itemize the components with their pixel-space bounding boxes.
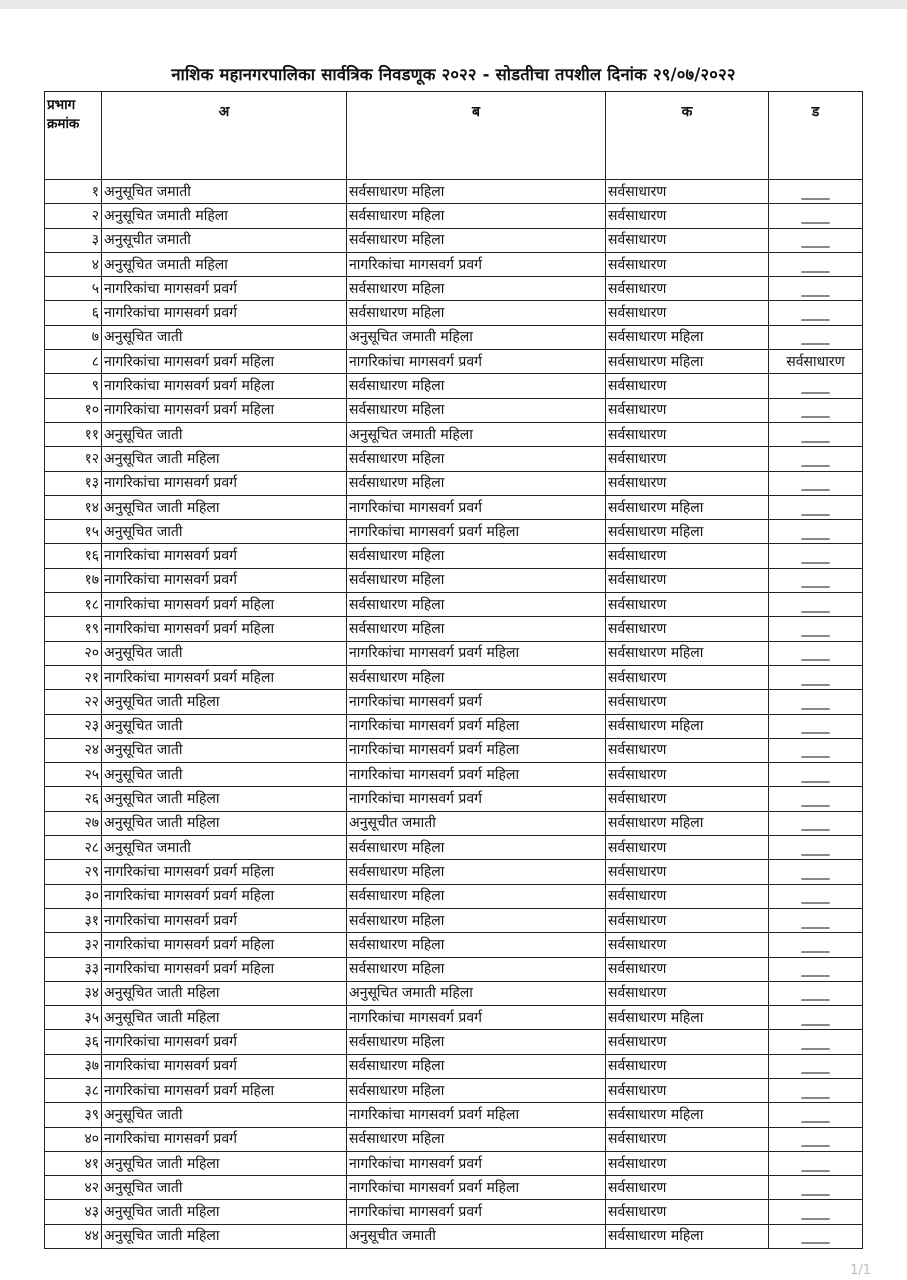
- column-b-cell: सर्वसाधारण महिला: [347, 593, 606, 617]
- ward-number-cell: ४०: [45, 1127, 102, 1151]
- column-a-cell: अनुसूचीत जमाती: [102, 228, 347, 252]
- table-row: [45, 568, 863, 592]
- column-a-cell: अनुसूचित जाती: [102, 641, 347, 665]
- table-row: [45, 981, 863, 1005]
- table-row: [45, 495, 863, 519]
- column-b-cell: अनुसूचित जमाती महिला: [347, 981, 606, 1005]
- column-c-cell: सर्वसाधारण: [606, 981, 769, 1005]
- table-row: [45, 617, 863, 641]
- ward-number-cell: ६: [45, 301, 102, 325]
- column-d-cell: ____: [769, 1054, 863, 1078]
- column-c-cell: सर्वसाधारण: [606, 1151, 769, 1175]
- column-c-cell: सर्वसाधारण: [606, 204, 769, 228]
- column-d-cell: ____: [769, 1127, 863, 1151]
- table-row: [45, 641, 863, 665]
- column-a-cell: नागरिकांचा मागसवर्ग प्रवर्ग महिला: [102, 593, 347, 617]
- column-b-cell: सर्वसाधारण महिला: [347, 665, 606, 689]
- ward-number-cell: ११: [45, 422, 102, 446]
- column-b-cell: नागरिकांचा मागसवर्ग प्रवर्ग: [347, 1006, 606, 1030]
- ward-number-cell: ३५: [45, 1006, 102, 1030]
- column-a-cell: अनुसूचित जाती: [102, 1103, 347, 1127]
- column-c-cell: सर्वसाधारण: [606, 252, 769, 276]
- table-row: [45, 1176, 863, 1200]
- column-a-cell: नागरिकांचा मागसवर्ग प्रवर्ग महिला: [102, 933, 347, 957]
- column-b-cell: सर्वसाधारण महिला: [347, 374, 606, 398]
- table-row: [45, 1103, 863, 1127]
- column-b-cell: सर्वसाधारण महिला: [347, 204, 606, 228]
- column-a-cell: अनुसूचित जाती: [102, 738, 347, 762]
- column-c-cell: सर्वसाधारण: [606, 1054, 769, 1078]
- ward-number-cell: ५: [45, 277, 102, 301]
- column-a-cell: अनुसूचित जाती: [102, 1176, 347, 1200]
- table-body: [45, 180, 863, 1249]
- column-b-cell: नागरिकांचा मागसवर्ग प्रवर्ग महिला: [347, 520, 606, 544]
- ward-number-cell: ८: [45, 350, 102, 374]
- column-d-cell: ____: [769, 228, 863, 252]
- column-b-cell: अनुसूचित जमाती महिला: [347, 422, 606, 446]
- ward-number-cell: ३२: [45, 933, 102, 957]
- column-b-cell: नागरिकांचा मागसवर्ग प्रवर्ग महिला: [347, 1103, 606, 1127]
- column-b-cell: नागरिकांचा मागसवर्ग प्रवर्ग महिला: [347, 1176, 606, 1200]
- column-a-cell: नागरिकांचा मागसवर्ग प्रवर्ग: [102, 908, 347, 932]
- column-d-cell: ____: [769, 252, 863, 276]
- ward-number-cell: ३८: [45, 1078, 102, 1102]
- ward-number-cell: १९: [45, 617, 102, 641]
- table-row: [45, 204, 863, 228]
- table-row: [45, 325, 863, 349]
- ward-header-line1: प्रभाग: [47, 97, 76, 113]
- table-row: [45, 884, 863, 908]
- table-row: [45, 350, 863, 374]
- ward-number-cell: ३०: [45, 884, 102, 908]
- table-row: [45, 593, 863, 617]
- ward-number-cell: १: [45, 180, 102, 204]
- ward-number-cell: १०: [45, 398, 102, 422]
- ward-number-cell: ३६: [45, 1030, 102, 1054]
- ward-number-cell: २७: [45, 811, 102, 835]
- ward-number-cell: १२: [45, 447, 102, 471]
- column-d-cell: ____: [769, 1200, 863, 1224]
- column-b-cell: अनुसूचीत जमाती: [347, 811, 606, 835]
- column-a-cell: नागरिकांचा मागसवर्ग प्रवर्ग महिला: [102, 665, 347, 689]
- column-b-cell: सर्वसाधारण महिला: [347, 447, 606, 471]
- ward-number-cell: ३१: [45, 908, 102, 932]
- column-d-cell: ____: [769, 690, 863, 714]
- column-d-cell: ____: [769, 1006, 863, 1030]
- column-a-cell: नागरिकांचा मागसवर्ग प्रवर्ग महिला: [102, 617, 347, 641]
- column-d-cell: ____: [769, 471, 863, 495]
- table-row: [45, 665, 863, 689]
- column-c-cell: सर्वसाधारण महिला: [606, 1224, 769, 1248]
- table-row: [45, 277, 863, 301]
- column-a-cell: नागरिकांचा मागसवर्ग प्रवर्ग महिला: [102, 884, 347, 908]
- column-a-cell: नागरिकांचा मागसवर्ग प्रवर्ग महिला: [102, 957, 347, 981]
- column-d-cell: ____: [769, 204, 863, 228]
- column-b-cell: नागरिकांचा मागसवर्ग प्रवर्ग: [347, 350, 606, 374]
- table-row: [45, 1078, 863, 1102]
- column-d-cell: ____: [769, 933, 863, 957]
- column-a-cell: नागरिकांचा मागसवर्ग प्रवर्ग महिला: [102, 398, 347, 422]
- column-a-cell: अनुसूचित जाती महिला: [102, 690, 347, 714]
- column-b-cell: सर्वसाधारण महिला: [347, 1127, 606, 1151]
- table-row: [45, 544, 863, 568]
- column-c-cell: सर्वसाधारण: [606, 908, 769, 932]
- ward-number-cell: २२: [45, 690, 102, 714]
- column-a-cell: अनुसूचित जमाती महिला: [102, 252, 347, 276]
- column-a-cell: अनुसूचित जमाती महिला: [102, 204, 347, 228]
- column-c-cell: सर्वसाधारण: [606, 374, 769, 398]
- column-a-cell: अनुसूचित जमाती: [102, 180, 347, 204]
- column-b-cell: नागरिकांचा मागसवर्ग प्रवर्ग: [347, 787, 606, 811]
- column-c-cell: सर्वसाधारण: [606, 447, 769, 471]
- column-b-cell: सर्वसाधारण महिला: [347, 933, 606, 957]
- column-d-cell: ____: [769, 981, 863, 1005]
- table-row: [45, 860, 863, 884]
- column-d-cell: ____: [769, 811, 863, 835]
- column-a-cell: नागरिकांचा मागसवर्ग प्रवर्ग: [102, 301, 347, 325]
- column-c-cell: सर्वसाधारण महिला: [606, 1006, 769, 1030]
- column-b-cell: सर्वसाधारण महिला: [347, 836, 606, 860]
- column-c-cell: सर्वसाधारण: [606, 763, 769, 787]
- ward-number-cell: ७: [45, 325, 102, 349]
- column-c-cell: सर्वसाधारण महिला: [606, 811, 769, 835]
- column-b-cell: सर्वसाधारण महिला: [347, 471, 606, 495]
- column-d-cell: ____: [769, 277, 863, 301]
- column-c-cell: सर्वसाधारण: [606, 738, 769, 762]
- ward-number-cell: २८: [45, 836, 102, 860]
- column-b-cell: सर्वसाधारण महिला: [347, 398, 606, 422]
- column-c-cell: सर्वसाधारण: [606, 277, 769, 301]
- ward-number-cell: २९: [45, 860, 102, 884]
- table-row: [45, 957, 863, 981]
- column-a-cell: नागरिकांचा मागसवर्ग प्रवर्ग महिला: [102, 350, 347, 374]
- ward-number-cell: ४१: [45, 1151, 102, 1175]
- column-c-cell: सर्वसाधारण: [606, 228, 769, 252]
- column-b-cell: सर्वसाधारण महिला: [347, 860, 606, 884]
- column-c-cell: सर्वसाधारण: [606, 1176, 769, 1200]
- column-a-cell: अनुसूचित जाती महिला: [102, 981, 347, 1005]
- column-d-cell: ____: [769, 180, 863, 204]
- column-d-cell: ____: [769, 665, 863, 689]
- column-b-cell: नागरिकांचा मागसवर्ग प्रवर्ग महिला: [347, 714, 606, 738]
- ward-number-cell: ३४: [45, 981, 102, 1005]
- table-row: [45, 908, 863, 932]
- column-a-cell: अनुसूचित जाती महिला: [102, 495, 347, 519]
- column-b-cell: नागरिकांचा मागसवर्ग प्रवर्ग: [347, 690, 606, 714]
- ward-number-cell: ४२: [45, 1176, 102, 1200]
- column-a-header: अ: [102, 92, 347, 180]
- column-c-cell: सर्वसाधारण महिला: [606, 325, 769, 349]
- table-row: [45, 1224, 863, 1248]
- column-c-cell: सर्वसाधारण: [606, 1030, 769, 1054]
- table-row: [45, 1054, 863, 1078]
- table-row: [45, 301, 863, 325]
- table-row: [45, 714, 863, 738]
- column-a-cell: नागरिकांचा मागसवर्ग प्रवर्ग महिला: [102, 374, 347, 398]
- column-a-cell: नागरिकांचा मागसवर्ग प्रवर्ग: [102, 277, 347, 301]
- column-c-cell: सर्वसाधारण महिला: [606, 495, 769, 519]
- column-a-cell: नागरिकांचा मागसवर्ग प्रवर्ग महिला: [102, 860, 347, 884]
- column-b-cell: सर्वसाधारण महिला: [347, 228, 606, 252]
- table-row: [45, 228, 863, 252]
- column-d-cell: सर्वसाधारण: [769, 350, 863, 374]
- column-c-cell: सर्वसाधारण महिला: [606, 520, 769, 544]
- column-b-cell: सर्वसाधारण महिला: [347, 277, 606, 301]
- column-b-cell: सर्वसाधारण महिला: [347, 544, 606, 568]
- table-row: [45, 520, 863, 544]
- column-c-cell: सर्वसाधारण महिला: [606, 641, 769, 665]
- column-c-cell: सर्वसाधारण: [606, 933, 769, 957]
- column-b-cell: नागरिकांचा मागसवर्ग प्रवर्ग: [347, 495, 606, 519]
- column-a-cell: अनुसूचित जमाती: [102, 836, 347, 860]
- table-row: [45, 1030, 863, 1054]
- column-a-cell: अनुसूचित जाती महिला: [102, 787, 347, 811]
- column-d-cell: ____: [769, 641, 863, 665]
- column-a-cell: अनुसूचित जाती: [102, 422, 347, 446]
- column-a-cell: अनुसूचित जाती महिला: [102, 1151, 347, 1175]
- ward-number-cell: ४: [45, 252, 102, 276]
- reservation-table: [44, 91, 863, 1249]
- ward-number-cell: २५: [45, 763, 102, 787]
- column-a-cell: अनुसूचित जाती महिला: [102, 1006, 347, 1030]
- column-d-cell: ____: [769, 957, 863, 981]
- column-c-cell: सर्वसाधारण: [606, 836, 769, 860]
- table-row: [45, 374, 863, 398]
- column-d-cell: ____: [769, 593, 863, 617]
- ward-number-cell: १४: [45, 495, 102, 519]
- column-b-cell: अनुसूचीत जमाती: [347, 1224, 606, 1248]
- column-c-cell: सर्वसाधारण: [606, 180, 769, 204]
- column-c-cell: सर्वसाधारण: [606, 301, 769, 325]
- column-b-cell: सर्वसाधारण महिला: [347, 180, 606, 204]
- column-d-cell: ____: [769, 1151, 863, 1175]
- column-d-cell: ____: [769, 1224, 863, 1248]
- column-d-cell: ____: [769, 763, 863, 787]
- column-c-cell: सर्वसाधारण: [606, 957, 769, 981]
- column-d-cell: ____: [769, 398, 863, 422]
- column-d-cell: ____: [769, 544, 863, 568]
- ward-number-cell: २१: [45, 665, 102, 689]
- column-d-cell: ____: [769, 787, 863, 811]
- column-b-cell: सर्वसाधारण महिला: [347, 1054, 606, 1078]
- column-c-cell: सर्वसाधारण: [606, 860, 769, 884]
- column-a-cell: अनुसूचित जाती महिला: [102, 1224, 347, 1248]
- column-a-cell: अनुसूचित जाती महिला: [102, 811, 347, 835]
- ward-number-cell: २४: [45, 738, 102, 762]
- column-d-cell: ____: [769, 374, 863, 398]
- column-b-cell: नागरिकांचा मागसवर्ग प्रवर्ग महिला: [347, 763, 606, 787]
- ward-number-cell: ४३: [45, 1200, 102, 1224]
- ward-number-cell: ३३: [45, 957, 102, 981]
- table-row: [45, 1127, 863, 1151]
- ward-number-cell: १८: [45, 593, 102, 617]
- column-c-cell: सर्वसाधारण: [606, 1127, 769, 1151]
- column-b-cell: नागरिकांचा मागसवर्ग प्रवर्ग: [347, 1200, 606, 1224]
- column-c-cell: सर्वसाधारण: [606, 690, 769, 714]
- column-a-cell: नागरिकांचा मागसवर्ग प्रवर्ग: [102, 568, 347, 592]
- table-row: [45, 690, 863, 714]
- column-c-cell: सर्वसाधारण: [606, 787, 769, 811]
- column-a-cell: अनुसूचित जाती महिला: [102, 447, 347, 471]
- column-d-cell: ____: [769, 1103, 863, 1127]
- table-row: [45, 811, 863, 835]
- column-a-cell: अनुसूचित जाती: [102, 520, 347, 544]
- page-indicator: 1/1: [850, 1263, 871, 1278]
- ward-number-cell: २६: [45, 787, 102, 811]
- column-d-cell: ____: [769, 884, 863, 908]
- column-c-cell: सर्वसाधारण: [606, 665, 769, 689]
- column-c-cell: सर्वसाधारण: [606, 398, 769, 422]
- table-row: [45, 738, 863, 762]
- column-b-cell: नागरिकांचा मागसवर्ग प्रवर्ग: [347, 1151, 606, 1175]
- column-a-cell: नागरिकांचा मागसवर्ग प्रवर्ग: [102, 1127, 347, 1151]
- column-b-cell: सर्वसाधारण महिला: [347, 957, 606, 981]
- column-c-cell: सर्वसाधारण: [606, 1078, 769, 1102]
- column-b-cell: नागरिकांचा मागसवर्ग प्रवर्ग: [347, 252, 606, 276]
- column-b-cell: सर्वसाधारण महिला: [347, 1030, 606, 1054]
- column-b-cell: सर्वसाधारण महिला: [347, 908, 606, 932]
- column-d-cell: ____: [769, 617, 863, 641]
- column-a-cell: नागरिकांचा मागसवर्ग प्रवर्ग: [102, 1030, 347, 1054]
- column-c-cell: सर्वसाधारण महिला: [606, 1103, 769, 1127]
- column-b-cell: नागरिकांचा मागसवर्ग प्रवर्ग महिला: [347, 641, 606, 665]
- column-c-cell: सर्वसाधारण: [606, 1200, 769, 1224]
- ward-number-cell: १३: [45, 471, 102, 495]
- column-a-cell: नागरिकांचा मागसवर्ग प्रवर्ग: [102, 544, 347, 568]
- column-d-cell: ____: [769, 1030, 863, 1054]
- column-d-cell: ____: [769, 325, 863, 349]
- table-row: [45, 447, 863, 471]
- column-d-header: ड: [769, 92, 863, 180]
- ward-number-cell: ३७: [45, 1054, 102, 1078]
- column-c-header: क: [606, 92, 769, 180]
- column-c-cell: सर्वसाधारण: [606, 593, 769, 617]
- column-a-cell: नागरिकांचा मागसवर्ग प्रवर्ग महिला: [102, 1078, 347, 1102]
- column-b-cell: सर्वसाधारण महिला: [347, 617, 606, 641]
- ward-number-cell: ९: [45, 374, 102, 398]
- ward-number-cell: ४४: [45, 1224, 102, 1248]
- table-row: [45, 1151, 863, 1175]
- column-d-cell: ____: [769, 447, 863, 471]
- column-d-cell: ____: [769, 520, 863, 544]
- ward-number-cell: २: [45, 204, 102, 228]
- ward-header-line2: क्रमांक: [47, 116, 80, 132]
- column-d-cell: ____: [769, 495, 863, 519]
- column-c-cell: सर्वसाधारण: [606, 568, 769, 592]
- column-b-header: ब: [347, 92, 606, 180]
- column-d-cell: ____: [769, 860, 863, 884]
- column-d-cell: ____: [769, 422, 863, 446]
- table-row: [45, 471, 863, 495]
- page-title: नाशिक महानगरपालिका सार्वत्रिक निवडणूक २०२२ - सोडतीचा तपशील दिनांक २९/०७/२०२२: [171, 65, 736, 84]
- column-b-cell: सर्वसाधारण महिला: [347, 568, 606, 592]
- ward-number-cell: १७: [45, 568, 102, 592]
- ward-number-cell: १५: [45, 520, 102, 544]
- ward-number-cell: १६: [45, 544, 102, 568]
- column-c-cell: सर्वसाधारण: [606, 471, 769, 495]
- column-a-cell: नागरिकांचा मागसवर्ग प्रवर्ग: [102, 1054, 347, 1078]
- table-header-row: [45, 92, 863, 180]
- column-d-cell: ____: [769, 738, 863, 762]
- column-b-cell: अनुसूचित जमाती महिला: [347, 325, 606, 349]
- column-d-cell: ____: [769, 836, 863, 860]
- column-c-cell: सर्वसाधारण: [606, 422, 769, 446]
- ward-number-cell: ३: [45, 228, 102, 252]
- column-d-cell: ____: [769, 714, 863, 738]
- ward-number-header: [45, 92, 102, 180]
- column-a-cell: नागरिकांचा मागसवर्ग प्रवर्ग: [102, 471, 347, 495]
- ward-number-cell: २०: [45, 641, 102, 665]
- column-d-cell: ____: [769, 908, 863, 932]
- column-c-cell: सर्वसाधारण: [606, 617, 769, 641]
- top-bar: [0, 0, 907, 9]
- column-d-cell: ____: [769, 1078, 863, 1102]
- table-row: [45, 252, 863, 276]
- table-row: [45, 836, 863, 860]
- column-b-cell: सर्वसाधारण महिला: [347, 884, 606, 908]
- column-d-cell: ____: [769, 1176, 863, 1200]
- table-row: [45, 787, 863, 811]
- table-row: [45, 1006, 863, 1030]
- table-row: [45, 422, 863, 446]
- column-d-cell: ____: [769, 568, 863, 592]
- column-a-cell: अनुसूचित जाती: [102, 325, 347, 349]
- column-a-cell: अनुसूचित जाती महिला: [102, 1200, 347, 1224]
- table-row: [45, 763, 863, 787]
- column-c-cell: सर्वसाधारण: [606, 544, 769, 568]
- table-row: [45, 933, 863, 957]
- ward-number-cell: २३: [45, 714, 102, 738]
- column-d-cell: ____: [769, 301, 863, 325]
- table-row: [45, 180, 863, 204]
- column-c-cell: सर्वसाधारण महिला: [606, 350, 769, 374]
- column-a-cell: अनुसूचित जाती: [102, 763, 347, 787]
- column-c-cell: सर्वसाधारण: [606, 884, 769, 908]
- table-row: [45, 1200, 863, 1224]
- column-a-cell: अनुसूचित जाती: [102, 714, 347, 738]
- column-c-cell: सर्वसाधारण महिला: [606, 714, 769, 738]
- column-b-cell: सर्वसाधारण महिला: [347, 301, 606, 325]
- column-b-cell: सर्वसाधारण महिला: [347, 1078, 606, 1102]
- column-b-cell: नागरिकांचा मागसवर्ग प्रवर्ग महिला: [347, 738, 606, 762]
- ward-number-cell: ३९: [45, 1103, 102, 1127]
- table-row: [45, 398, 863, 422]
